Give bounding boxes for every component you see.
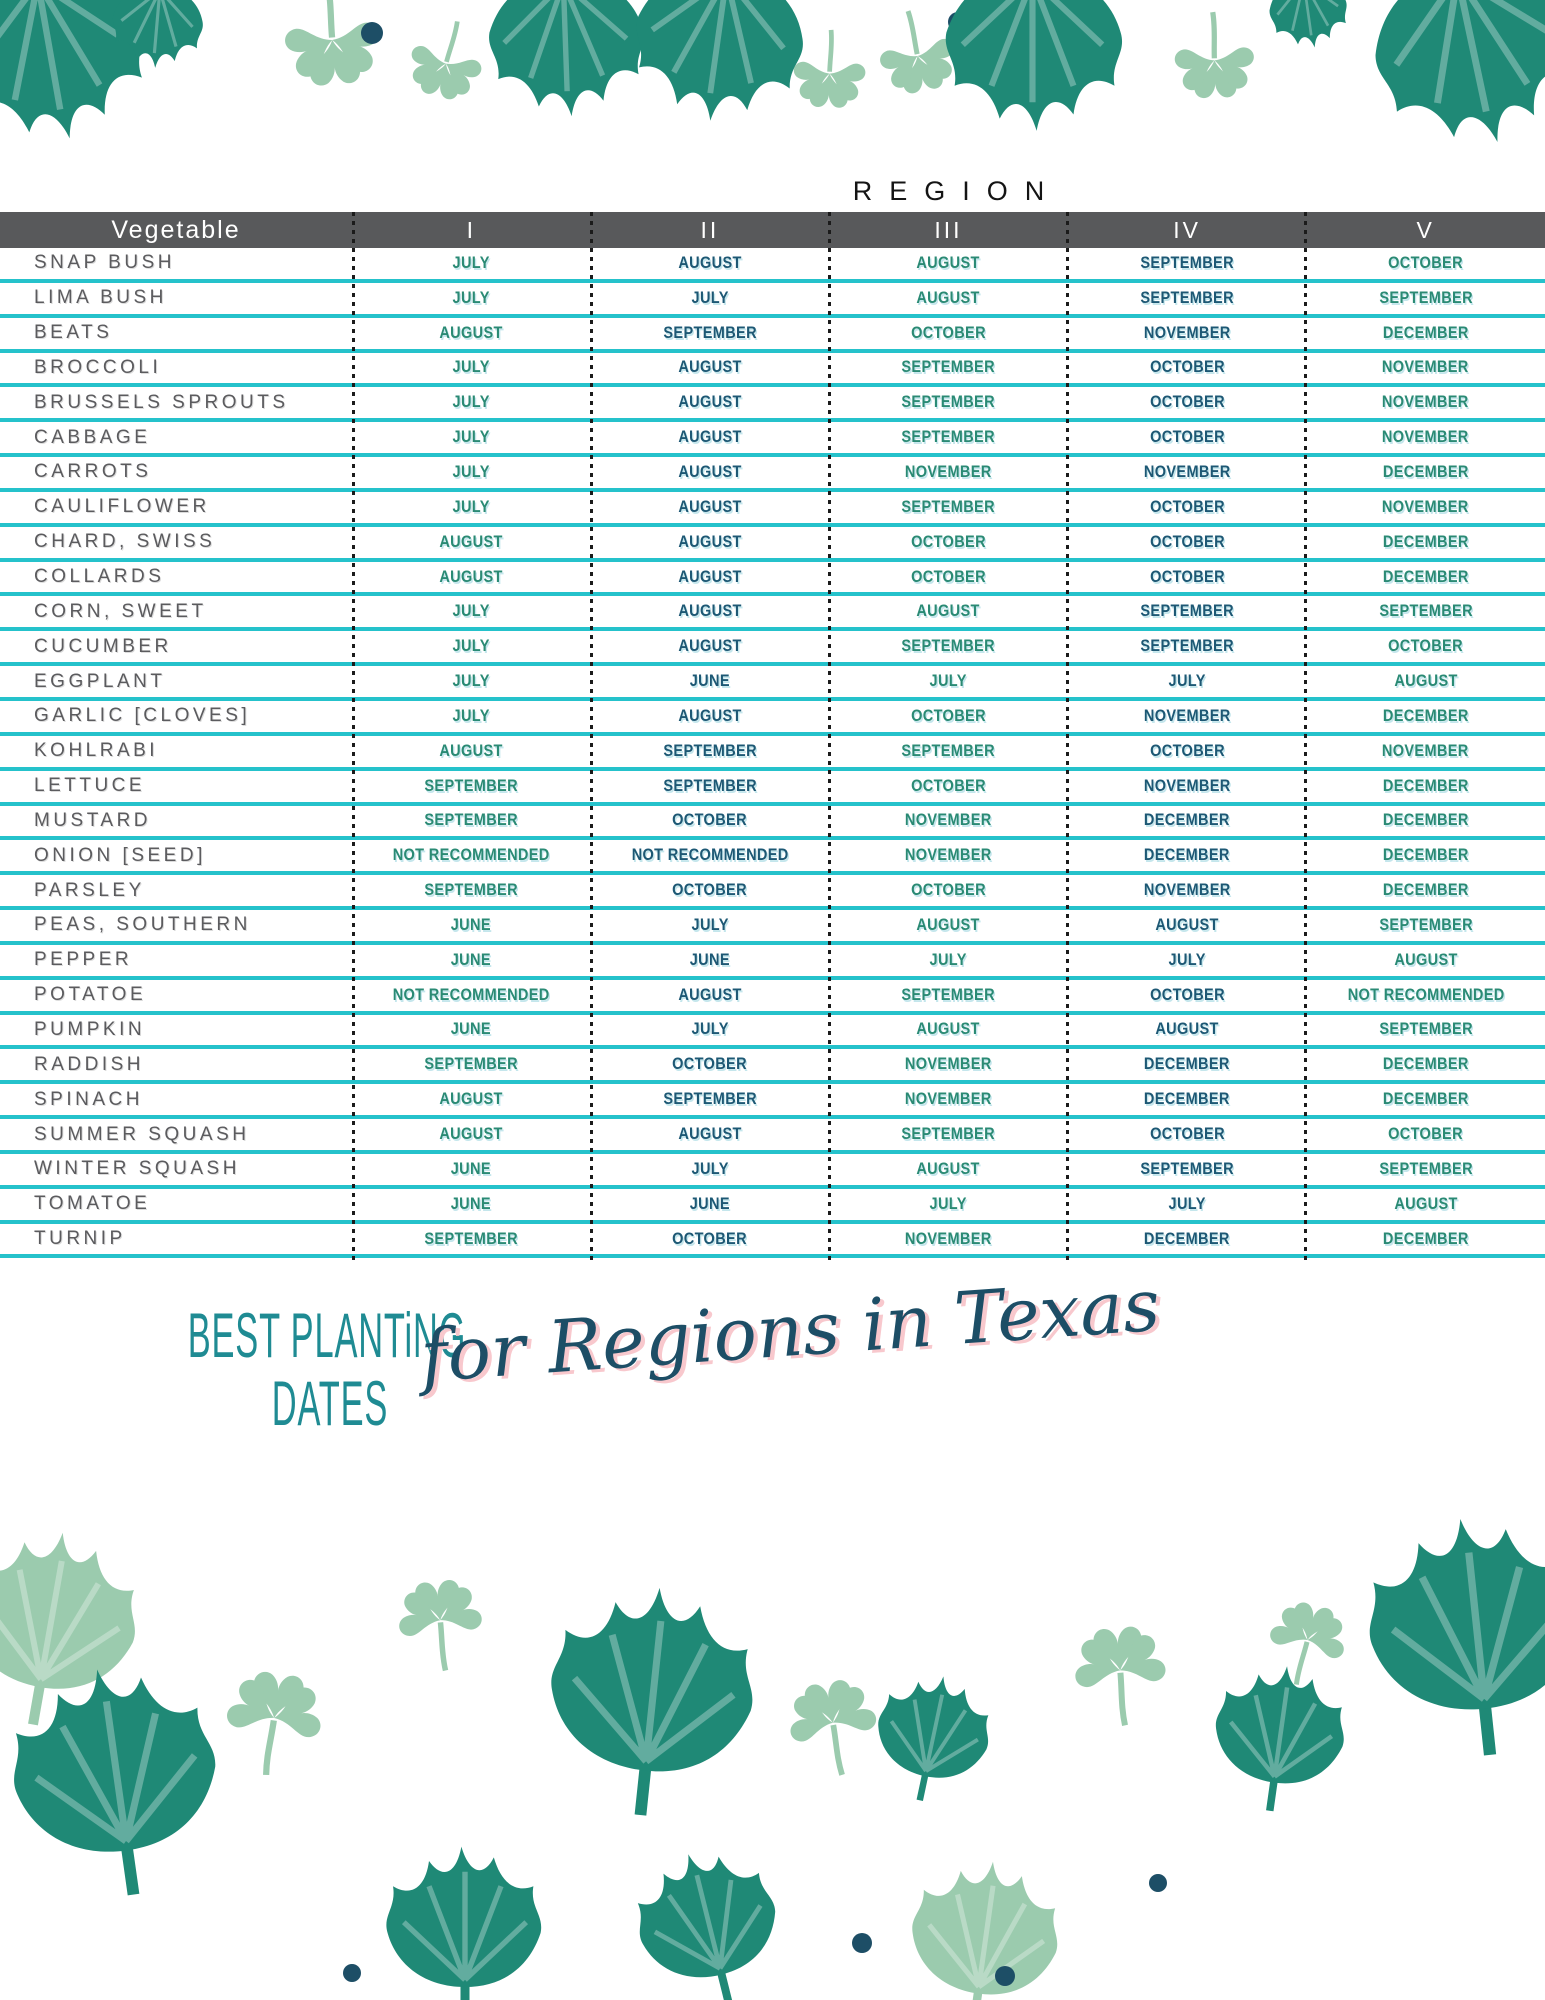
month-cell: SEPTEMBER: [663, 1090, 757, 1109]
month-cell: SEPTEMBER: [901, 497, 996, 516]
table-row: [0, 1015, 1545, 1050]
month-cell: SEPTEMBER: [1140, 637, 1234, 656]
month-cell: SEPTEMBER: [1140, 253, 1234, 272]
table-body: [0, 248, 1545, 1258]
month-cell: AUGUST: [916, 253, 981, 272]
month-cell: SEPTEMBER: [901, 1125, 996, 1144]
month-cell: SEPTEMBER: [424, 811, 519, 830]
vegetable-name: BEATS: [34, 322, 113, 344]
month-cell: DECEMBER: [1144, 1090, 1231, 1109]
month-cell: AUGUST: [1393, 1194, 1458, 1213]
month-cell: SEPTEMBER: [1140, 1159, 1234, 1178]
vegetable-name: LETTUCE: [34, 775, 146, 797]
table-row: [0, 492, 1545, 527]
month-cell: JULY: [1168, 1194, 1206, 1213]
table-row: [0, 1084, 1545, 1119]
month-cell: NOVEMBER: [1382, 497, 1470, 516]
month-cell: OCTOBER: [672, 1055, 748, 1074]
poster-title-line1: BEST PLANTiNG: [187, 1300, 467, 1371]
month-cell: JUNE: [451, 950, 492, 969]
top-leaves: [0, 0, 1545, 163]
month-cell: JUNE: [451, 1020, 492, 1039]
top-flower-border: [0, 0, 1545, 172]
berry-dot: [948, 12, 968, 32]
month-cell: OCTOBER: [1388, 637, 1464, 656]
vegetable-name: CABBAGE: [34, 426, 151, 448]
planting-table: [0, 212, 1545, 1258]
region-column-header-3: III: [934, 216, 963, 243]
vegetable-name: CUCUMBER: [34, 635, 172, 657]
table-row: [0, 631, 1545, 666]
vegetable-name: EGGPLANT: [34, 670, 166, 692]
table-row: [0, 771, 1545, 806]
month-cell: AUGUST: [678, 706, 742, 725]
month-cell: JULY: [929, 950, 968, 969]
month-cell: JUNE: [451, 915, 492, 934]
month-cell: AUGUST: [678, 428, 742, 447]
month-cell: NOVEMBER: [905, 811, 992, 830]
month-cell: SEPTEMBER: [901, 985, 996, 1004]
poster-title-script: for Regions in Texas: [417, 1262, 1163, 1399]
vegetable-name: KOHLRABI: [34, 740, 159, 762]
table-row: [0, 422, 1545, 457]
month-cell: AUGUST: [678, 567, 742, 586]
month-cell: AUGUST: [439, 532, 504, 551]
month-cell: SEPTEMBER: [663, 323, 757, 342]
vegetable-name: BRUSSELS SPROUTS: [34, 391, 289, 413]
table-row: [0, 806, 1545, 841]
month-cell: DECEMBER: [1382, 462, 1469, 481]
month-cell: AUGUST: [916, 602, 981, 621]
month-cell: DECEMBER: [1144, 811, 1231, 830]
month-cell: JULY: [929, 672, 968, 691]
month-cell: JULY: [452, 672, 490, 691]
table-row: [0, 666, 1545, 701]
berry-dot: [361, 22, 383, 44]
month-cell: AUGUST: [678, 532, 742, 551]
month-cell: SEPTEMBER: [901, 637, 996, 656]
berry-dot: [995, 1966, 1015, 1986]
month-cell: OCTOBER: [1149, 358, 1225, 377]
month-cell: DECEMBER: [1382, 567, 1469, 586]
column-separator: [1066, 212, 1069, 1260]
vegetable-name: CORN, SWEET: [34, 600, 207, 622]
vegetable-name: GARLIC [CLOVES]: [34, 705, 251, 727]
month-cell: SEPTEMBER: [663, 741, 757, 760]
month-cell: SEPTEMBER: [901, 358, 996, 377]
month-cell: OCTOBER: [1149, 428, 1225, 447]
month-cell: JUNE: [451, 1194, 492, 1213]
month-cell: NOVEMBER: [1143, 706, 1231, 725]
month-cell: OCTOBER: [911, 776, 986, 795]
table-row: [0, 318, 1545, 353]
month-cell: DECEMBER: [1144, 1055, 1231, 1074]
month-cell: AUGUST: [439, 323, 504, 342]
month-cell: JULY: [452, 428, 490, 447]
month-cell: NOT RECOMMENDED: [1347, 985, 1505, 1004]
table-row: [0, 736, 1545, 771]
month-cell: JULY: [452, 462, 490, 481]
month-cell: NOVEMBER: [1143, 881, 1231, 900]
table-row: [0, 840, 1545, 875]
month-cell: NOVEMBER: [1143, 323, 1231, 342]
table-row: [0, 596, 1545, 631]
table-row: [0, 1119, 1545, 1154]
month-cell: JULY: [929, 1194, 968, 1213]
table-row: [0, 1154, 1545, 1189]
month-cell: JULY: [452, 358, 490, 377]
month-cell: NOVEMBER: [905, 1055, 992, 1074]
month-cell: SEPTEMBER: [1140, 602, 1234, 621]
month-cell: JULY: [691, 1020, 729, 1039]
table-row: [0, 945, 1545, 980]
table-row: [0, 701, 1545, 736]
month-cell: NOVEMBER: [1143, 462, 1231, 481]
month-cell: OCTOBER: [1149, 567, 1225, 586]
bottom-leaves: [0, 1508, 1545, 2000]
vegetable-name: POTATOE: [34, 984, 147, 1006]
month-cell: SEPTEMBER: [1378, 915, 1473, 934]
month-cell: OCTOBER: [1388, 253, 1464, 272]
month-cell: AUGUST: [678, 985, 742, 1004]
month-cell: AUGUST: [916, 1020, 981, 1039]
table-row: [0, 457, 1545, 492]
month-cell: JULY: [452, 497, 490, 516]
month-cell: SEPTEMBER: [424, 1055, 519, 1074]
month-cell: AUGUST: [678, 637, 742, 656]
month-cell: JULY: [691, 1159, 729, 1178]
month-cell: OCTOBER: [1149, 741, 1225, 760]
month-cell: OCTOBER: [672, 881, 748, 900]
month-cell: JULY: [452, 393, 490, 412]
month-cell: JULY: [452, 637, 490, 656]
table-row: [0, 283, 1545, 318]
table-row: [0, 562, 1545, 597]
month-cell: AUGUST: [678, 358, 742, 377]
month-cell: NOVEMBER: [1143, 776, 1231, 795]
month-cell: AUGUST: [678, 393, 742, 412]
month-cell: JUNE: [451, 1159, 492, 1178]
month-cell: AUGUST: [678, 1125, 742, 1144]
month-cell: OCTOBER: [1149, 497, 1225, 516]
month-cell: DECEMBER: [1382, 846, 1469, 865]
region-column-header-4: IV: [1173, 216, 1201, 243]
month-cell: NOVEMBER: [905, 846, 992, 865]
month-cell: NOT RECOMMENDED: [392, 846, 550, 865]
column-separator: [352, 212, 355, 1260]
month-cell: AUGUST: [439, 1125, 504, 1144]
berry-dot: [343, 1964, 361, 1982]
month-cell: DECEMBER: [1144, 846, 1231, 865]
month-cell: AUGUST: [1393, 950, 1458, 969]
month-cell: OCTOBER: [911, 706, 986, 725]
table-row: [0, 1049, 1545, 1084]
month-cell: DECEMBER: [1382, 1229, 1469, 1248]
month-cell: SEPTEMBER: [901, 393, 996, 412]
month-cell: AUGUST: [439, 567, 504, 586]
vegetable-name: LIMA BUSH: [34, 287, 167, 309]
poster-title-line2: DATES: [271, 1368, 389, 1439]
month-cell: JUNE: [689, 672, 730, 691]
table-row: [0, 1189, 1545, 1224]
month-cell: NOVEMBER: [905, 462, 992, 481]
vegetable-name: WINTER SQUASH: [34, 1158, 240, 1180]
month-cell: SEPTEMBER: [424, 881, 519, 900]
table-header-row: [0, 212, 1545, 248]
column-separator: [590, 212, 593, 1260]
month-cell: JULY: [1168, 672, 1206, 691]
table-row: [0, 875, 1545, 910]
month-cell: OCTOBER: [911, 323, 986, 342]
vegetable-name: CHARD, SWISS: [34, 531, 216, 553]
month-cell: AUGUST: [678, 253, 742, 272]
month-cell: JUNE: [689, 950, 730, 969]
month-cell: SEPTEMBER: [1378, 1159, 1473, 1178]
month-cell: SEPTEMBER: [1378, 1020, 1473, 1039]
region-column-header-1: I: [466, 216, 476, 243]
bottom-flower-border: [0, 1428, 1545, 2000]
month-cell: OCTOBER: [1149, 985, 1225, 1004]
month-cell: AUGUST: [916, 288, 981, 307]
table-row: [0, 910, 1545, 945]
region-heading: REGION: [852, 176, 1062, 206]
month-cell: JULY: [691, 915, 729, 934]
column-separator: [1304, 212, 1307, 1260]
month-cell: AUGUST: [1155, 1020, 1219, 1039]
month-cell: JULY: [452, 253, 490, 272]
table-row: [0, 387, 1545, 422]
month-cell: AUGUST: [678, 462, 742, 481]
table-row: [0, 353, 1545, 388]
month-cell: OCTOBER: [911, 567, 986, 586]
month-cell: JULY: [1168, 950, 1206, 969]
month-cell: JULY: [452, 602, 490, 621]
vegetable-name: BROCCOLI: [34, 356, 162, 378]
vegetable-name: MUSTARD: [34, 809, 152, 831]
month-cell: SEPTEMBER: [1378, 288, 1473, 307]
vegetable-name: SUMMER SQUASH: [34, 1123, 250, 1145]
region-column-header-5: V: [1416, 216, 1435, 243]
month-cell: SEPTEMBER: [424, 1229, 519, 1248]
month-cell: JUNE: [689, 1194, 730, 1213]
vegetable-name: CARROTS: [34, 461, 152, 483]
month-cell: SEPTEMBER: [1140, 288, 1234, 307]
month-cell: OCTOBER: [672, 1229, 748, 1248]
month-cell: DECEMBER: [1382, 1090, 1469, 1109]
vegetable-name: PEAS, SOUTHERN: [34, 914, 251, 936]
month-cell: AUGUST: [439, 1090, 504, 1109]
month-cell: SEPTEMBER: [901, 428, 996, 447]
month-cell: DECEMBER: [1382, 881, 1469, 900]
month-cell: NOVEMBER: [1382, 428, 1470, 447]
month-cell: NOT RECOMMENDED: [631, 846, 789, 865]
month-cell: OCTOBER: [1149, 532, 1225, 551]
month-cell: AUGUST: [1155, 915, 1219, 934]
berry-dot: [1149, 1874, 1167, 1892]
vegetable-name: SNAP BUSH: [34, 252, 175, 274]
vegetable-column-header: Vegetable: [111, 215, 241, 244]
month-cell: AUGUST: [439, 741, 504, 760]
month-cell: SEPTEMBER: [663, 776, 757, 795]
month-cell: AUGUST: [1393, 672, 1458, 691]
month-cell: DECEMBER: [1382, 811, 1469, 830]
vegetable-name: RADDISH: [34, 1053, 145, 1075]
month-cell: NOVEMBER: [1382, 393, 1470, 412]
month-cell: SEPTEMBER: [1378, 602, 1473, 621]
month-cell: AUGUST: [678, 497, 742, 516]
month-cell: DECEMBER: [1382, 706, 1469, 725]
vegetable-name: PUMPKIN: [34, 1018, 146, 1040]
month-cell: NOT RECOMMENDED: [392, 985, 550, 1004]
month-cell: NOVEMBER: [905, 1229, 992, 1248]
vegetable-name: PARSLEY: [34, 879, 145, 901]
month-cell: JULY: [452, 288, 490, 307]
month-cell: DECEMBER: [1382, 323, 1469, 342]
month-cell: OCTOBER: [911, 881, 986, 900]
month-cell: OCTOBER: [1149, 1125, 1225, 1144]
month-cell: OCTOBER: [672, 811, 748, 830]
month-cell: JULY: [452, 706, 490, 725]
vegetable-name: PEPPER: [34, 949, 133, 971]
month-cell: DECEMBER: [1144, 1229, 1231, 1248]
vegetable-name: ONION [SEED]: [34, 844, 206, 866]
month-cell: NOVEMBER: [1382, 358, 1470, 377]
month-cell: JULY: [691, 288, 729, 307]
column-separator: [828, 212, 831, 1260]
table-row: [0, 1224, 1545, 1259]
month-cell: AUGUST: [916, 1159, 981, 1178]
month-cell: OCTOBER: [911, 532, 986, 551]
month-cell: NOVEMBER: [905, 1090, 992, 1109]
month-cell: AUGUST: [916, 915, 981, 934]
table-row: [0, 980, 1545, 1015]
table-row: [0, 527, 1545, 562]
berry-dot: [852, 1933, 872, 1953]
month-cell: DECEMBER: [1382, 1055, 1469, 1074]
table-row: [0, 248, 1545, 283]
vegetable-name: SPINACH: [34, 1088, 143, 1110]
month-cell: OCTOBER: [1388, 1125, 1464, 1144]
vegetable-name: TOMATOE: [34, 1193, 151, 1215]
region-column-header-2: II: [700, 216, 720, 243]
month-cell: NOVEMBER: [1382, 741, 1470, 760]
month-cell: AUGUST: [678, 602, 742, 621]
vegetable-name: COLLARDS: [34, 566, 165, 588]
month-cell: OCTOBER: [1149, 393, 1225, 412]
vegetable-name: CAULIFLOWER: [34, 496, 210, 518]
month-cell: DECEMBER: [1382, 532, 1469, 551]
month-cell: SEPTEMBER: [901, 741, 996, 760]
month-cell: DECEMBER: [1382, 776, 1469, 795]
vegetable-name: TURNIP: [34, 1228, 126, 1250]
month-cell: SEPTEMBER: [424, 776, 519, 795]
